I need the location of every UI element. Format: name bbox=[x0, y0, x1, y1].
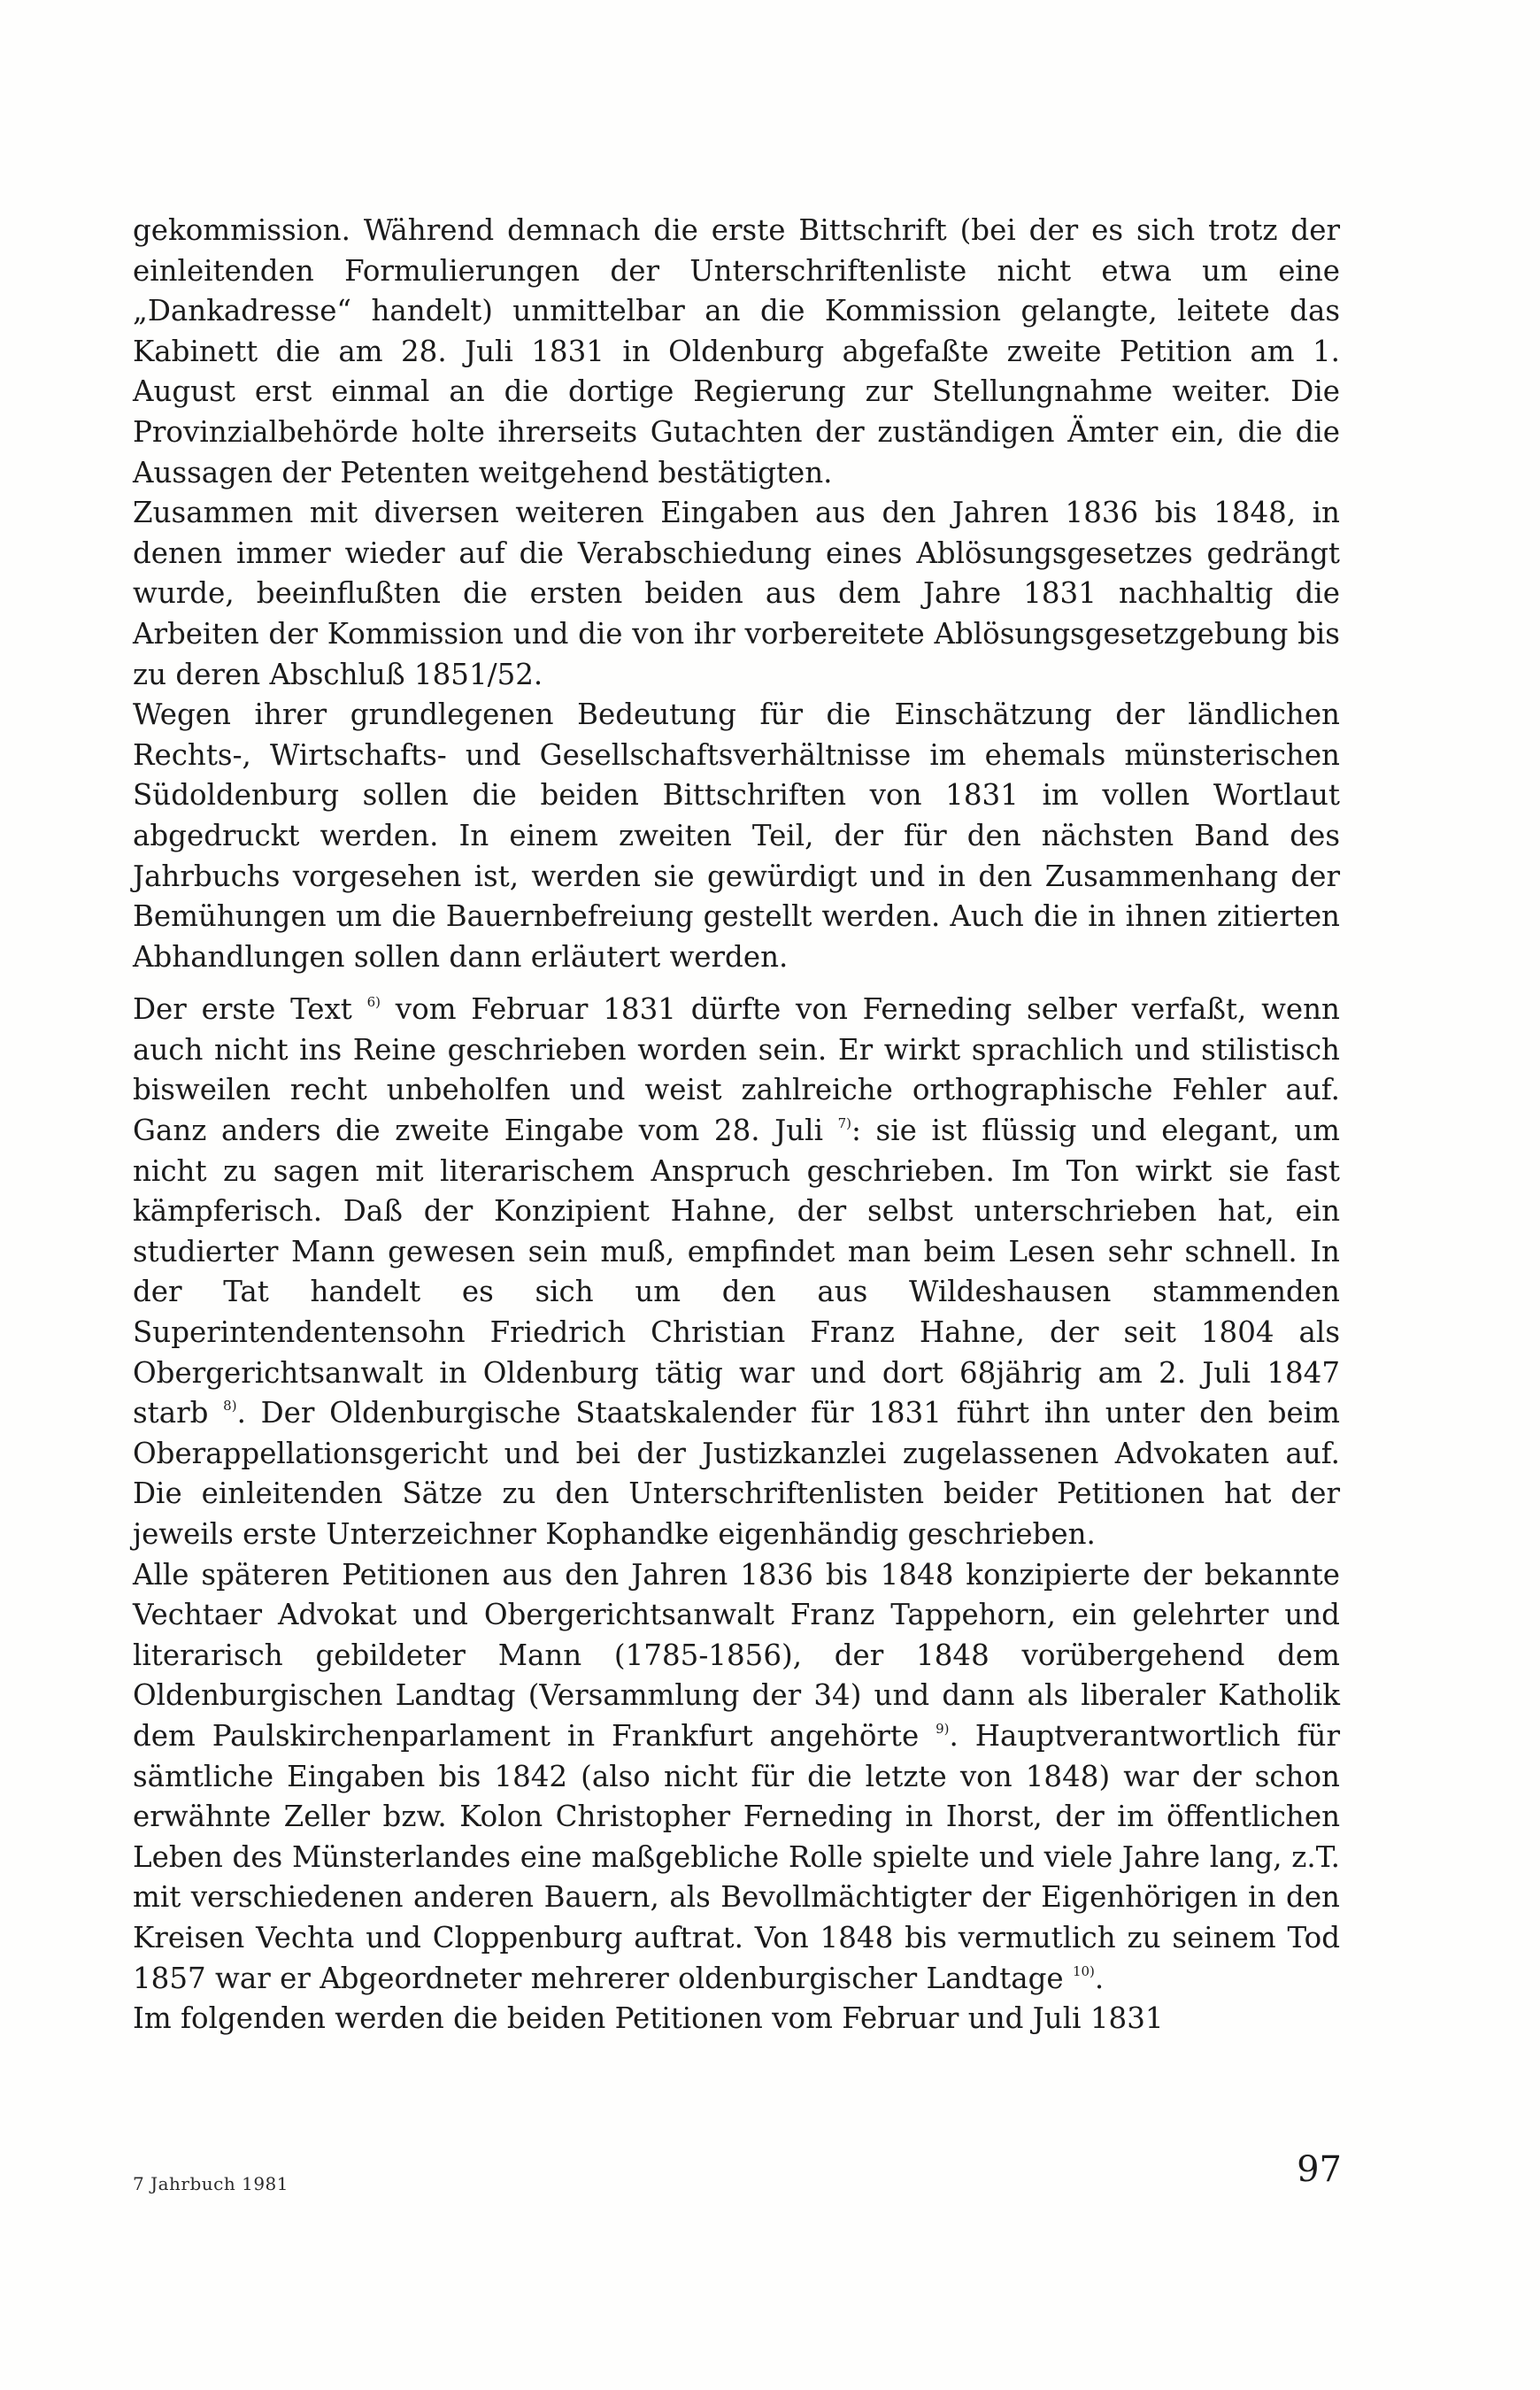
paragraph-1 bbox=[133, 211, 1340, 493]
paragraph-6-text: Im folgenden werden die beiden Petitionen vom Februar und Juli 1831 bbox=[133, 2001, 1164, 2036]
printer-signature: 7 Jahrbuch 1981 bbox=[133, 2173, 289, 2194]
paragraph-4-text-d: . Der Oldenburgische Staatskalender für 1831 führt ihn unter den beim Oberappellationsgericht und bei der Justizkanzlei zugelassenen Advokaten auf. Die einleitenden Sätze zu den Unterschriftenlisten beider Petitionen hat der jeweils erste Unterzeichner Kophandke eigenhändig geschrieben. bbox=[133, 1396, 1340, 1551]
body-text bbox=[133, 211, 1340, 2039]
paragraph-2-text: Zusammen mit diversen weiteren Eingaben aus den Jahren 1836 bis 1848, in denen immer wieder auf die Verabschiedung eines Ablösungsgesetzes gedrängt wurde, beeinflußten die ersten beiden aus dem Jahre 1831 nachhaltig die Arbeiten der Kommission und die von ihr vorbereitete Ablösungsgesetzgebung bis zu deren Abschluß 1851/52. bbox=[133, 496, 1340, 691]
paragraph-5-text-b: . Hauptverantwortlich für sämtliche Eingaben bis 1842 (also nicht für die letzte von 1848) war der schon erwähnte Zeller bzw. Kolon Christopher Ferneding in Ihorst, der im öffentlichen Leben des Münsterlandes eine maßgebliche Rolle spielte und viele Jahre lang, z.T. mit verschiedenen anderen Bauern, als Bevollmächtigter der Eigenhörigen in den Kreisen Vechta und Cloppenburg auftrat. Von 1848 bis vermutlich zu seinem Tod 1857 war er Abgeordneter mehrerer oldenburgischer Landtage bbox=[133, 1718, 1340, 1995]
paragraph-3-text: Wegen ihrer grundlegenen Bedeutung für die Einschätzung der ländlichen Rechts-, Wirtschafts- und Gesellschaftsverhältnisse im ehemals münsterischen Südoldenburg sollen die beiden Bittschriften von 1831 im vollen Wortlaut abgedruckt werden. In einem zweiten Teil, der für den nächsten Band des Jahrbuchs vorgesehen ist, werden sie gewürdigt und in den Zusammenhang der Bemühungen um die Bauernbefreiung gestellt werden. Auch die in ihnen zitierten Abhandlungen sollen dann erläutert werden. bbox=[133, 698, 1340, 974]
paragraph-5-text-c: . bbox=[1094, 1961, 1105, 1995]
paragraph-3 bbox=[133, 695, 1340, 977]
paragraph-5 bbox=[133, 1555, 1340, 2000]
footnote-marker-10[interactable]: 10) bbox=[1072, 1962, 1095, 1979]
paragraph-4-text-a: Der erste Text bbox=[133, 992, 367, 1027]
paragraph-4 bbox=[133, 990, 1340, 1554]
paragraph-2 bbox=[133, 493, 1340, 695]
paragraph-6 bbox=[133, 1999, 1340, 2039]
footnote-marker-8[interactable]: 8) bbox=[223, 1398, 237, 1415]
page-number: 97 bbox=[1297, 2149, 1342, 2190]
footnote-marker-9[interactable]: 9) bbox=[936, 1720, 950, 1737]
paragraph-4-text-c: : sie ist flüssig und elegant, um nicht zu sagen mit literarischem Anspruch geschrieben. Im Ton wirkt sie fast kämpferisch. Daß der Konzipient Hahne, der selbst unterschrieben hat, ein studierter Mann gewesen sein muß, empfindet man beim Lesen sehr schnell. In der Tat handelt es sich um den aus Wildeshausen stammenden Superintendentensohn Friedrich Christian Franz Hahne, der seit 1804 als Obergerichtsanwalt in Oldenburg tätig war und dort 68jährig am 2. Juli 1847 starb bbox=[133, 1114, 1340, 1430]
paragraph-4-text-b: vom Februar 1831 dürfte von Ferneding selber verfaßt, wenn auch nicht ins Reine geschrieben worden sein. Er wirkt sprachlich und stilistisch bisweilen recht unbeholfen und weist zahlreiche orthographische Fehler auf. Ganz anders die zweite Eingabe vom 28. Juli bbox=[133, 992, 1340, 1148]
footnote-marker-7[interactable]: 7) bbox=[837, 1115, 851, 1132]
footnote-marker-6[interactable]: 6) bbox=[366, 994, 381, 1011]
paragraph-5-text-a: Alle späteren Petitionen aus den Jahren 1836 bis 1848 konzipierte der bekannte Vechtaer Advokat und Obergerichtsanwalt Franz Tappehorn, ein gelehrter und literarisch gebildeter Mann (1785-1856), der 1848 vorübergehend dem Oldenburgischen Landtag (Versammlung der 34) und dann als liberaler Katholik dem Paulskirchenparlament in Frankfurt angehörte bbox=[133, 1557, 1340, 1753]
paragraph-1-text: gekommission. Während demnach die erste Bittschrift (bei der es sich trotz der einleitenden Formulierungen der Unterschriftenliste nicht etwa um eine „Dankadresse“ handelt) unmittelbar an die Kommission gelangte, leitete das Kabinett die am 28. Juli 1831 in Oldenburg abgefaßte zweite Petition am 1. August erst einmal an die dortige Regierung zur Stellungnahme weiter. Die Provinzialbehörde holte ihrerseits Gutachten der zuständigen Ämter ein, die die Aussagen der Petenten weitgehend bestätigten. bbox=[133, 213, 1340, 490]
